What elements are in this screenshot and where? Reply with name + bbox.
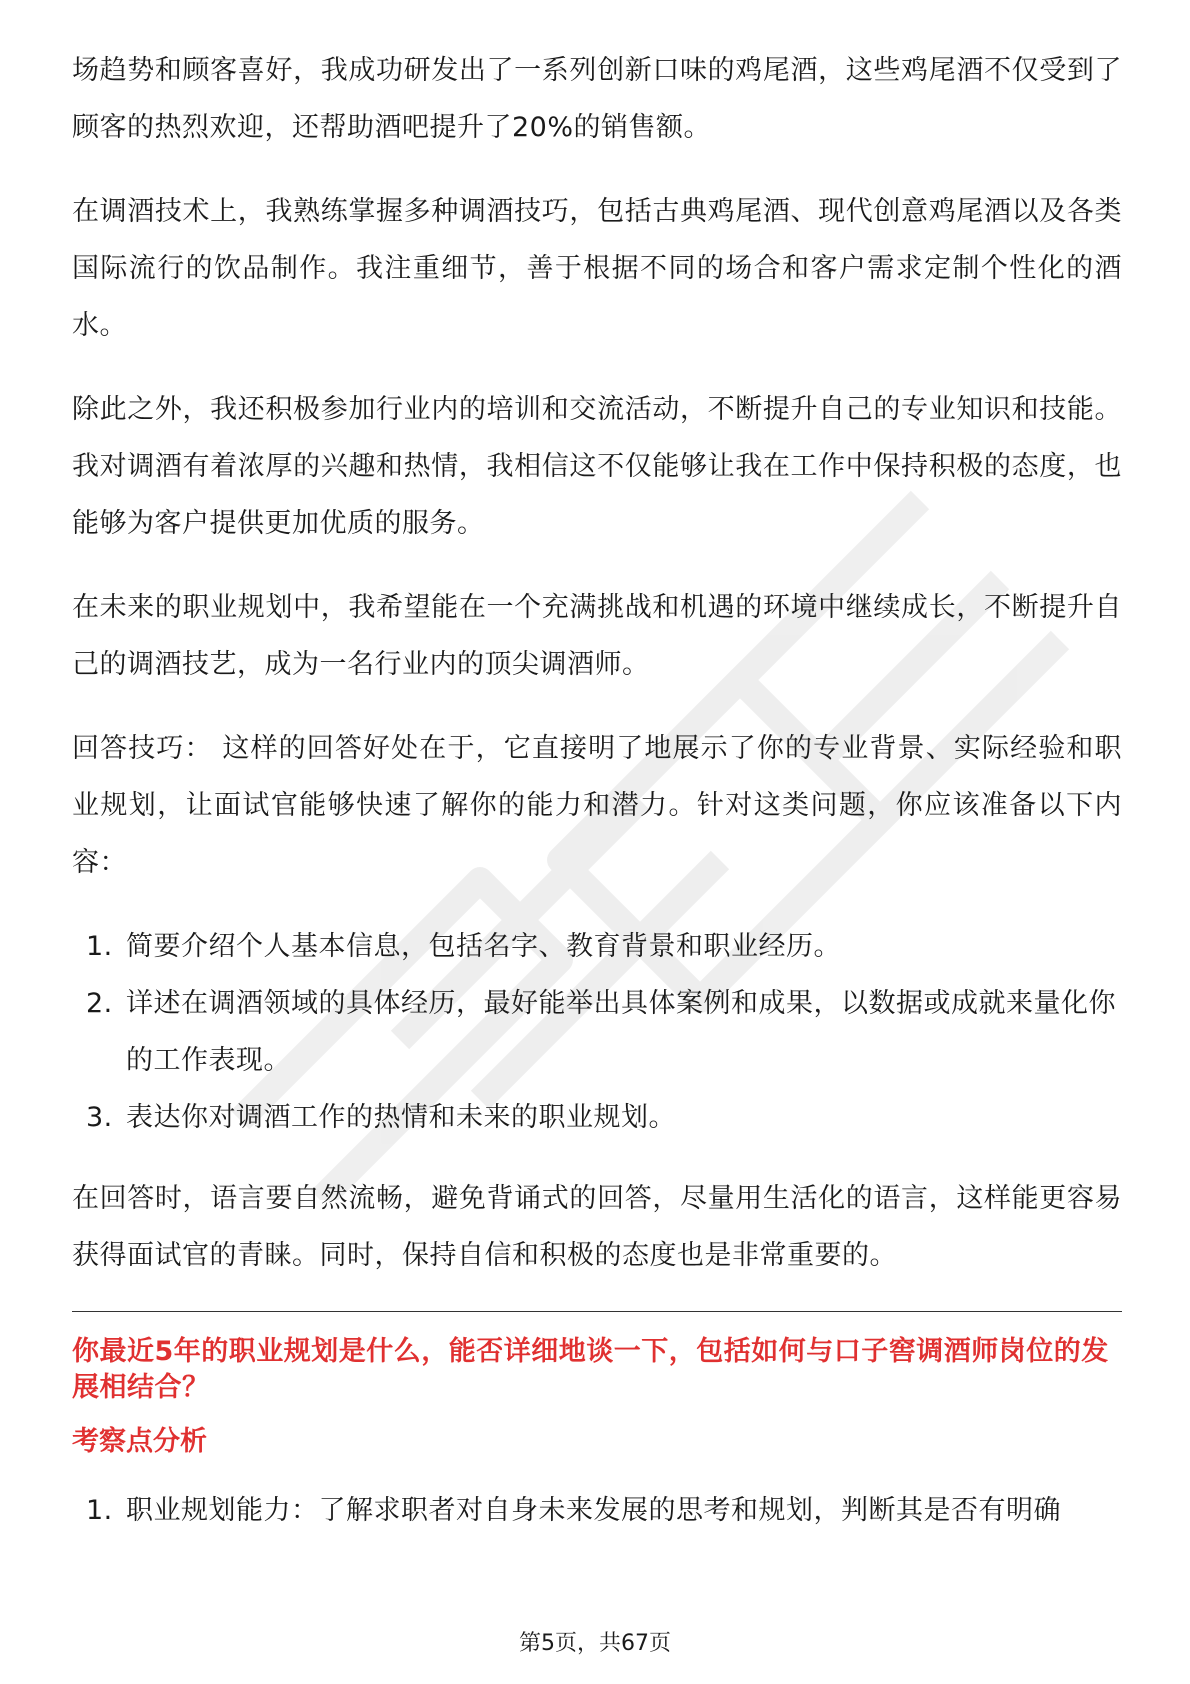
- page-footer: 第5页，共67页: [519, 1631, 671, 1656]
- section-divider: [72, 1311, 1122, 1312]
- list-item: [72, 975, 1122, 1089]
- list-item: [72, 1089, 1122, 1146]
- list-number: 3.: [86, 1102, 113, 1133]
- tips-list: [72, 918, 1122, 1146]
- paragraph-2: 在调酒技术上，我熟练掌握多种调酒技巧，包括古典鸡尾酒、现代创意鸡尾酒以及各类国际流行的饮品制作。我注重细节，善于根据不同的场合和客户需求定制个性化的酒水。: [72, 196, 1122, 341]
- list-item: [72, 918, 1122, 975]
- paragraph-4: 在未来的职业规划中，我希望能在一个充满挑战和机遇的环境中继续成长，不断提升自己的调酒技艺，成为一名行业内的顶尖调酒师。: [72, 592, 1122, 680]
- main-content: [72, 42, 1122, 1563]
- analysis-title: 考察点分析: [72, 1426, 207, 1457]
- analysis-list: [72, 1482, 1122, 1539]
- list-text: 详述在调酒领域的具体经历，最好能举出具体案例和成果，以数据或成就来量化你的工作表现。: [126, 988, 1116, 1076]
- list-number: 2.: [86, 988, 113, 1019]
- list-text: 表达你对调酒工作的热情和未来的职业规划。: [126, 1102, 676, 1133]
- list-number: 1.: [86, 1495, 113, 1526]
- paragraph-1: 场趋势和顾客喜好，我成功研发出了一系列创新口味的鸡尾酒，这些鸡尾酒不仅受到了顾客的热烈欢迎，还帮助酒吧提升了20%的销售额。: [72, 55, 1122, 143]
- list-number: 1.: [86, 931, 113, 962]
- interview-question: 你最近5年的职业规划是什么，能否详细地谈一下，包括如何与口子窖调酒师岗位的发展相结合？: [72, 1336, 1109, 1403]
- list-text: 简要介绍个人基本信息，包括名字、教育背景和职业经历。: [126, 931, 841, 962]
- closing-paragraph: 在回答时，语言要自然流畅，避免背诵式的回答，尽量用生活化的语言，这样能更容易获得面试官的青睐。同时，保持自信和积极的态度也是非常重要的。: [72, 1183, 1122, 1271]
- paragraph-3: 除此之外，我还积极参加行业内的培训和交流活动，不断提升自己的专业知识和技能。我对调酒有着浓厚的兴趣和热情，我相信这不仅能够让我在工作中保持积极的态度，也能够为客户提供更加优质的服务。: [72, 394, 1122, 539]
- list-text: 职业规划能力：了解求职者对自身未来发展的思考和规划，判断其是否有明确: [126, 1495, 1061, 1526]
- list-item: [72, 1482, 1122, 1539]
- answer-tips-paragraph: 回答技巧： 这样的回答好处在于，它直接明了地展示了你的专业背景、实际经验和职业规划，让面试官能够快速了解你的能力和潜力。针对这类问题，你应该准备以下内容：: [72, 733, 1122, 878]
